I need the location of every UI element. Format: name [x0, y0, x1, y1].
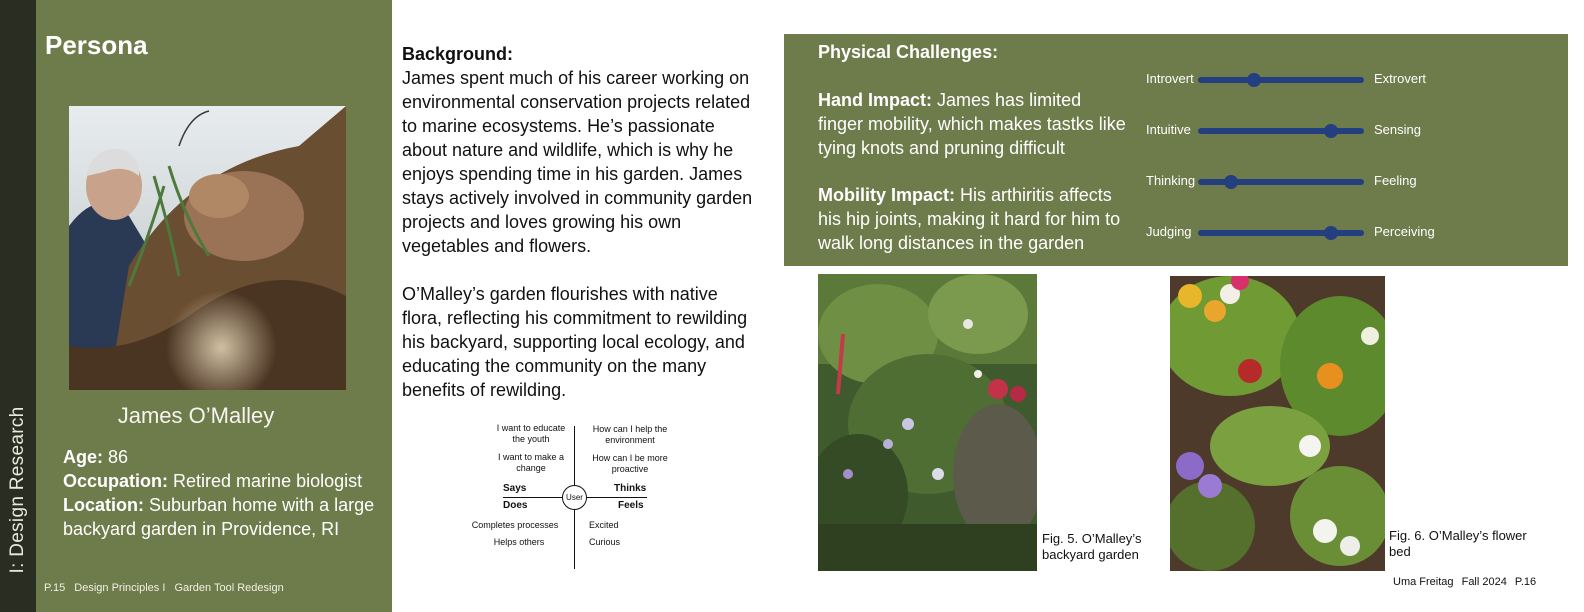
does-item-2: Helps others: [493, 537, 545, 547]
age-line: [63, 445, 388, 469]
trait-thumb[interactable]: [1324, 124, 1338, 138]
trait-right-label: Perceiving: [1374, 224, 1435, 239]
says-item-2: I want to make a change: [497, 452, 565, 473]
mobility-impact-text: His arthiritis affects his hip joints, making it hard for him to walk long distances in the garden: [818, 185, 1121, 253]
location-value: Suburban home with a large backyard garden in Providence, RI: [63, 495, 375, 539]
mobility-impact-label: Mobility Impact:: [818, 185, 956, 205]
footer-author: Uma Freitag: [1393, 576, 1454, 588]
trait-thumb[interactable]: [1324, 226, 1338, 240]
feels-item-1: Excited: [589, 520, 619, 530]
footer-page-number: P.16: [1514, 576, 1537, 588]
occupation-line: [63, 469, 388, 493]
footer-page-number: P.15: [44, 582, 66, 594]
empathy-map: [455, 420, 695, 580]
trait-thumb[interactable]: [1224, 175, 1238, 189]
trait-track: [1198, 77, 1364, 83]
background-paragraph-1: James spent much of his career working on environmental conservation projects related to marine ecosystems. He’s passionate about nature and wildlife, which is why he enjoys spending time in his garden. James stays actively involved in community garden projects and loves growing his own vegetables and flowers.: [402, 68, 753, 256]
age-label: Age:: [63, 447, 103, 467]
thinks-item-1: How can I help the environment: [592, 424, 668, 445]
thinks-label: Thinks: [614, 483, 647, 494]
hand-impact-text: James has limited finger mobility, which makes tastks like tying knots and pruning difficult: [818, 90, 1126, 158]
location-line: [63, 493, 388, 541]
persona-name: James O’Malley: [117, 403, 275, 428]
physical-challenges-panel: [784, 34, 1568, 266]
background-heading: Background:: [402, 44, 514, 64]
section-label: I: Design Research: [7, 406, 28, 574]
does-item-1: Completes processes: [471, 520, 559, 530]
trait-slider-introvert-extrovert: [1146, 69, 1446, 89]
background-paragraph-2: O’Malley’s garden flourishes with native flora, reflecting his commitment to rewilding his backyard, supporting local ecology, and educating the community on the many benefits of rewilding.: [402, 284, 748, 400]
says-label: Says: [503, 483, 527, 494]
trait-right-label: Extrovert: [1374, 71, 1427, 86]
says-item-1: I want to educate the youth: [496, 423, 566, 444]
trait-right-label: Feeling: [1374, 173, 1417, 188]
persona-panel: [36, 0, 392, 612]
footer-term: Fall 2024: [1461, 576, 1507, 588]
trait-left-label: Thinking: [1146, 173, 1196, 188]
hand-impact-label: Hand Impact:: [818, 90, 933, 110]
persona-portrait: [69, 106, 346, 390]
footer-course: Design Principles I: [74, 582, 166, 594]
does-label: Does: [503, 500, 528, 511]
age-value: 86: [108, 447, 129, 467]
footer-right: [1393, 576, 1541, 588]
empathy-map-center: User: [562, 485, 587, 510]
figure-5-caption: Fig. 5. O’Malley’s backyard garden: [1042, 531, 1142, 562]
backyard-garden-photo: [818, 274, 1037, 571]
footer-project: Garden Tool Redesign: [174, 582, 284, 594]
trait-track: [1198, 179, 1364, 185]
persona-facts: [63, 445, 388, 541]
trait-slider-intuitive-sensing: [1146, 120, 1446, 140]
occupation-label: Occupation:: [63, 471, 169, 491]
trait-left-label: Intuitive: [1146, 122, 1191, 137]
background-section: [402, 42, 762, 402]
mobility-impact: [818, 183, 1128, 255]
trait-right-label: Sensing: [1374, 122, 1421, 137]
trait-track: [1198, 230, 1364, 236]
persona-title: Persona: [45, 30, 148, 60]
trait-thumb[interactable]: [1247, 73, 1261, 87]
trait-left-label: Introvert: [1146, 71, 1194, 86]
trait-left-label: Judging: [1146, 224, 1192, 239]
trait-slider-judging-perceiving: [1146, 222, 1446, 242]
figure-6-caption: Fig. 6. O’Malley’s flower bed: [1389, 528, 1527, 559]
hand-impact: [818, 88, 1128, 160]
occupation-value: Retired marine biologist: [173, 471, 363, 491]
physical-challenges-title: Physical Challenges:: [818, 42, 999, 62]
trait-slider-thinking-feeling: [1146, 171, 1446, 191]
feels-label: Feels: [618, 500, 644, 511]
location-label: Location:: [63, 495, 144, 515]
footer-left: [44, 582, 290, 594]
trait-track: [1198, 128, 1364, 134]
thinks-item-2: How can I be more proactive: [592, 453, 668, 474]
section-spine-label-wrap: [0, 0, 36, 612]
flower-bed-photo: [1170, 276, 1385, 571]
feels-item-2: Curious: [589, 537, 621, 547]
